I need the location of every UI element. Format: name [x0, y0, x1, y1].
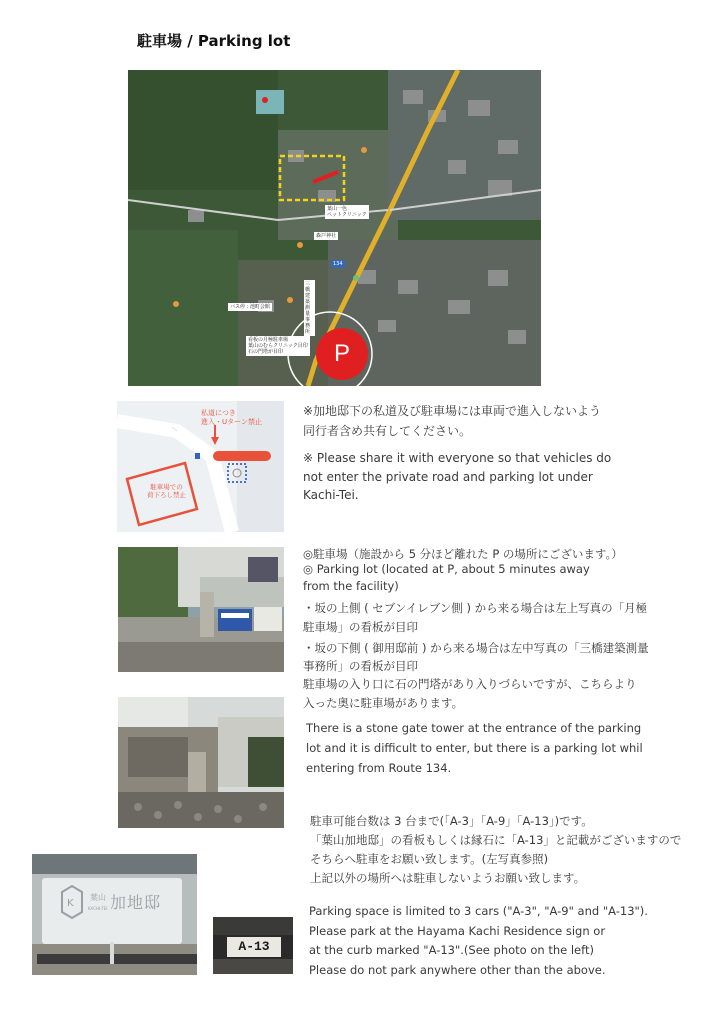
curb-a13-photo: [213, 917, 293, 974]
notice-en: ※ Please share it with everyone so that vehicles do not enter the private road and parking lot under Kachi-Tei.: [303, 451, 612, 502]
page-title: 駐車場 / Parking lot: [137, 32, 291, 50]
parking-bullet-upper: ・坂の上側 ( セブンイレブン側 ) から来る場合は左上写真の「月極 駐車場」の看板が目印: [303, 601, 648, 634]
label-no-entry: 私道につき 進入・Uターン禁止: [201, 409, 262, 426]
parking-heading-jp: ◎駐車場（施設から 5 分ほど離れた P の場所にございます。）: [303, 547, 623, 561]
label-parking-note: 看板の月極駐車場 葉山のむらクリニック目印 石の門塔が目印: [248, 337, 308, 355]
svg-text:K: K: [67, 898, 74, 909]
stone-gate-photo: [118, 697, 284, 828]
parking-heading-en: ◎ Parking lot (located at P, about 5 minutes away from the facility): [303, 562, 590, 593]
parking-bullet-lower: ・坂の下側 ( 御用邸前 ) から来る場合は左中写真の「三橋建築測量 事務所」の看板が目印: [303, 641, 649, 673]
kachi-tei-sign-photo: [32, 854, 197, 975]
stone-gate-en: There is a stone gate tower at the entrance of the parking lot and it is difficult to enter, but there is a parking lot whil entering from Route 134.: [306, 721, 643, 775]
sign-main-text: 加地邸: [110, 893, 162, 912]
private-road-map: [117, 401, 284, 532]
capacity-en: Parking space is limited to 3 cars ("A-3", "A-9" and "A-13"). Please park at the Hayama Kachi Residence sign or at the curb marked "A-13".(See photo on the left) Please do not park anywhere other than the above.: [309, 904, 648, 977]
notice-jp: ※加地邸下の私道及び駐車場には車両で進入しないよう 同行者含め共有してください。: [303, 404, 602, 438]
label-route: 134: [333, 261, 343, 267]
label-no-unloading: 駐車場での 荷下ろし禁止: [147, 483, 186, 499]
aerial-map: [128, 70, 541, 386]
label-bus-stop: バス停 : 池町会館: [230, 304, 270, 310]
stone-gate-jp: 駐車場の入り口に石の門塔があり入りづらいですが、こちらより 入った奥に駐車場があります。: [303, 677, 637, 710]
label-pet-clinic: 葉山一色 ペットクリニック: [327, 206, 367, 218]
curb-a13-label: A-13: [238, 939, 270, 954]
street-photo-monthly-parking: [118, 547, 284, 672]
label-shrine: 森戸神社: [316, 233, 337, 239]
capacity-jp: 駐車可能台数は 3 台まで(「A-3」「A-9」「A-13」)です。 「葉山加地邸」の看板もしくは縁石に「A-13」と記載がございますので そちらへ駐車をお願い致します。(左写真参照) 上記以外の場所へは駐車しないようお願い致します。: [310, 814, 682, 885]
label-survey-office: 三橋建築測量事務所: [304, 280, 315, 336]
sign-sub-text: KACHI-TEI: [88, 906, 108, 911]
parking-p-marker: P: [333, 340, 350, 367]
sign-small-text: 葉山: [90, 893, 106, 902]
